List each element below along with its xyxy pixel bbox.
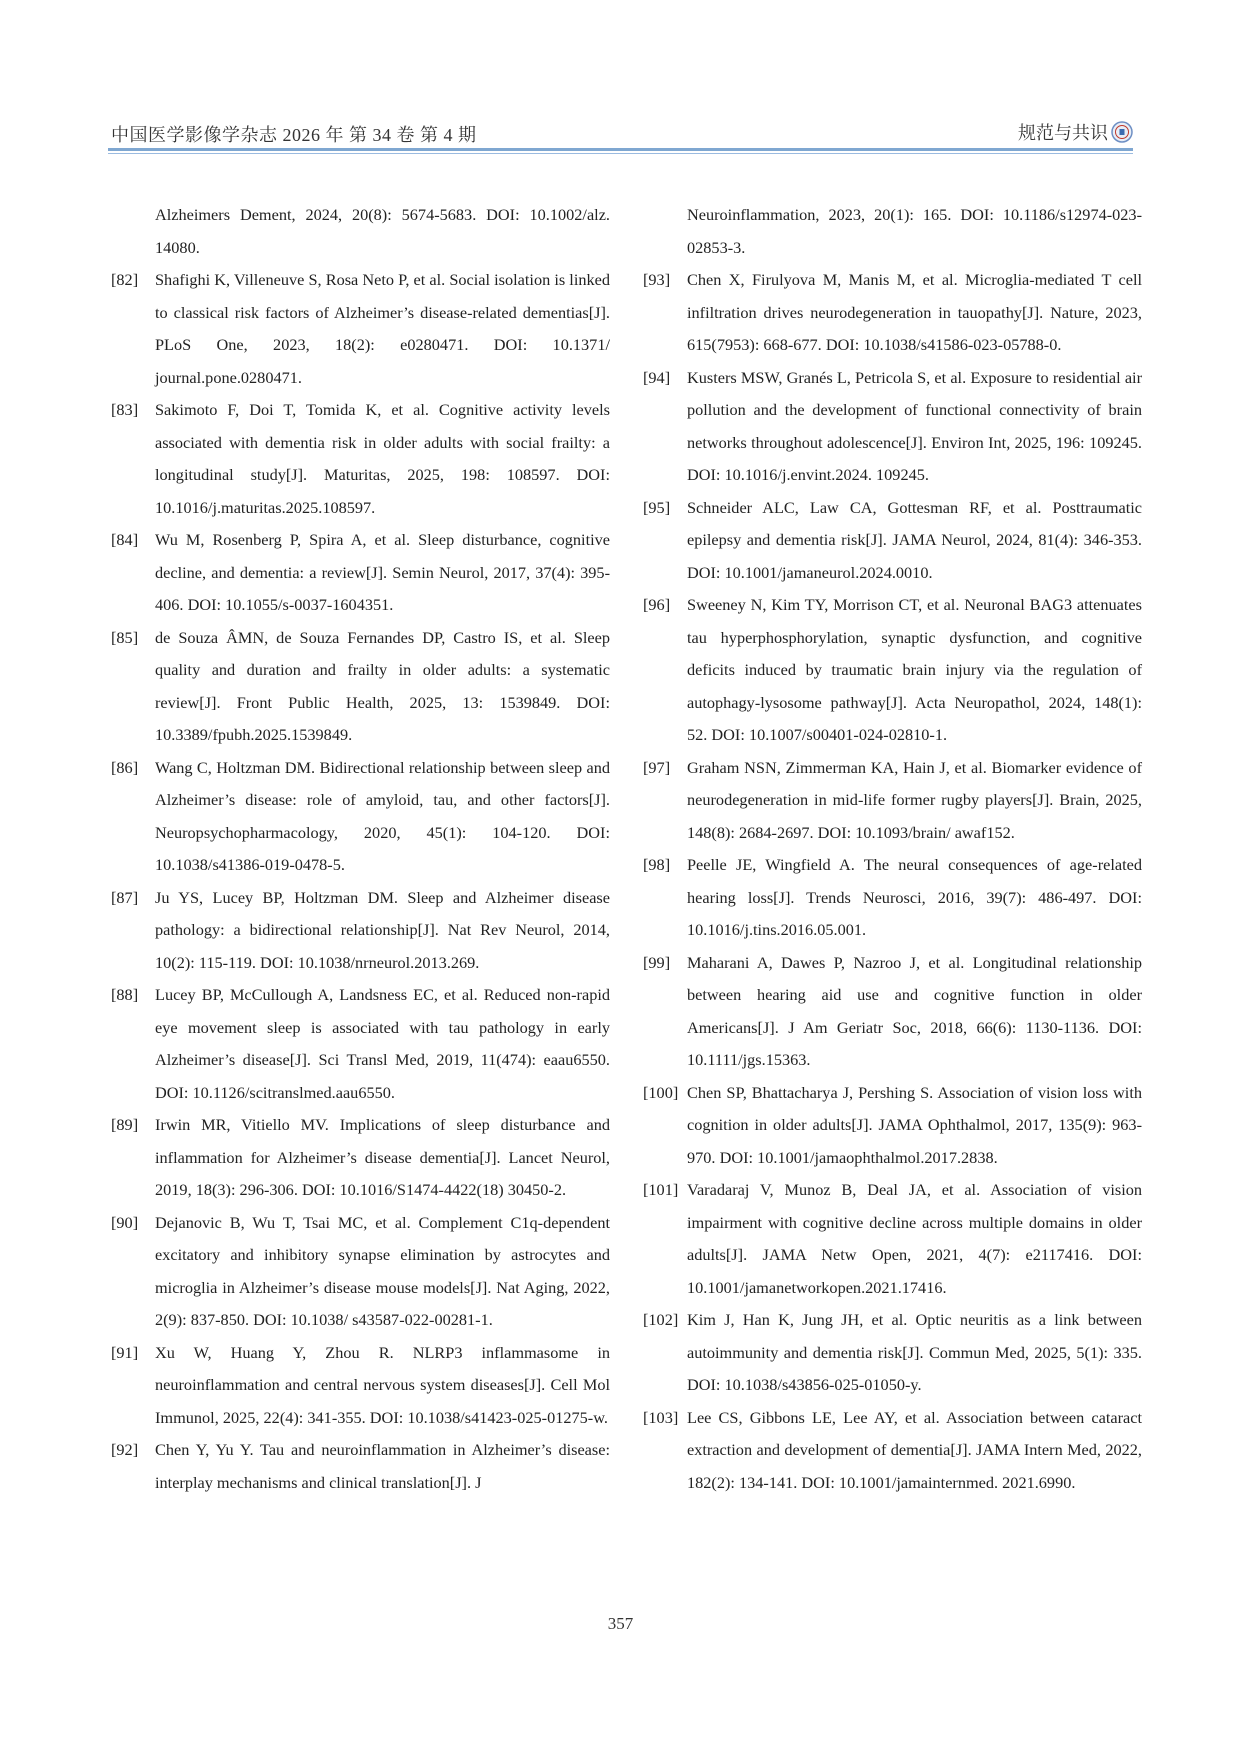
reference-text: Neuroinflammation, 2023, 20(1): 165. DOI: 10.1186/s12974-023-02853-3.: [687, 205, 1142, 257]
reference-number: [96]: [643, 595, 671, 614]
reference-item: [643, 1174, 1142, 1304]
reference-number: [92]: [111, 1440, 139, 1459]
reference-item: [111, 524, 610, 622]
reference-number: [86]: [111, 757, 139, 777]
reference-item: [643, 264, 1142, 362]
reference-item: [643, 362, 1142, 492]
reference-text: Schneider ALC, Law CA, Gottesman RF, et al. Posttraumatic epilepsy and dementia risk[J]. JAMA Neurol, 2024, 81(4): 346-353. DOI: 10.1001/jamaneurol.2024.0010.: [687, 497, 1142, 582]
reference-item: [111, 622, 610, 752]
reference-item: [111, 1207, 610, 1337]
reference-item: [111, 264, 610, 394]
reference-item: [111, 1109, 610, 1207]
reference-item: [643, 492, 1142, 590]
reference-text: Lucey BP, McCullough A, Landsness EC, et al. Reduced non-rapid eye movement sleep is associated with tau pathology in early Alzheimer’s disease[J]. Sci Transl Med, 2019, 11(474): eaau6550. DOI: 10.1126/scitranslmed.aau6550.: [155, 985, 610, 1102]
reference-number: [99]: [643, 952, 671, 972]
reference-text: Sweeney N, Kim TY, Morrison CT, et al. Neuronal BAG3 attenuates tau hyperphosphorylation, synaptic dysfunction, and cognitive deficits induced by traumatic brain injury via the regulation of autophagy-lysosome pathway[J]. Acta Neuropathol, 2024, 148(1): 52. DOI: 10.1007/s00401-024-02810-1.: [687, 595, 1142, 744]
reference-text: Alzheimers Dement, 2024, 20(8): 5674-5683. DOI: 10.1002/alz. 14080.: [155, 205, 610, 257]
reference-number: [90]: [111, 1212, 139, 1232]
references-left-column: [111, 199, 610, 1499]
reference-number: [95]: [643, 497, 671, 517]
reference-number: [83]: [111, 400, 139, 419]
reference-item: [111, 979, 610, 1109]
reference-text: Sakimoto F, Doi T, Tomida K, et al. Cognitive activity levels associated with dementia risk in older adults with social frailty: a longitudinal study[J]. Maturitas, 2025, 198: 108597. DOI: 10.1016/j.maturitas.2025.108597.: [155, 400, 610, 517]
reference-number: [82]: [111, 270, 139, 289]
reference-text: Chen SP, Bhattacharya J, Pershing S. Association of vision loss with cognition in older adults[J]. JAMA Ophthalmol, 2017, 135(9): 963-970. DOI: 10.1001/jamaophthalmol.2017.2838.: [687, 1082, 1142, 1167]
reference-text: Lee CS, Gibbons LE, Lee AY, et al. Association between cataract extraction and development of dementia[J]. JAMA Intern Med, 2022, 182(2): 134-141. DOI: 10.1001/jamainternmed. 2021.6990.: [687, 1407, 1142, 1492]
reference-text: Varadaraj V, Munoz B, Deal JA, et al. Association of vision impairment with cognitive decline across multiple domains in older adults[J]. JAMA Netw Open, 2021, 4(7): e2117416. DOI: 10.1001/jamanetworkopen.2021.17416.: [687, 1180, 1142, 1297]
reference-item: [643, 199, 1142, 264]
reference-number: [91]: [111, 1342, 139, 1362]
reference-number: [98]: [643, 855, 671, 874]
reference-number: [97]: [643, 757, 671, 777]
reference-text: de Souza ÂMN, de Souza Fernandes DP, Castro IS, et al. Sleep quality and duration and frailty in older adults: a systematic review[J]. Front Public Health, 2025, 13: 1539849. DOI: 10.3389/fpubh.2025.1539849.: [155, 627, 610, 744]
reference-item: [111, 1337, 610, 1435]
reference-item: [111, 1434, 610, 1499]
reference-text: Kim J, Han K, Jung JH, et al. Optic neuritis as a link between autoimmunity and dementia risk[J]. Commun Med, 2025, 5(1): 335. DOI: 10.1038/s43856-025-01050-y.: [687, 1310, 1142, 1394]
section-label-wrap: [1018, 119, 1133, 145]
reference-item: [111, 752, 610, 882]
reference-number: [100]: [643, 1082, 679, 1102]
reference-text: Graham NSN, Zimmerman KA, Hain J, et al. Biomarker evidence of neurodegeneration in mid-life former rugby players[J]. Brain, 2025, 148(8): 2684-2697. DOI: 10.1093/brain/ awaf152.: [687, 757, 1142, 842]
reference-number: [87]: [111, 887, 139, 907]
reference-item: [111, 394, 610, 524]
reference-item: [111, 882, 610, 980]
reference-number: [101]: [643, 1180, 679, 1199]
reference-text: Dejanovic B, Wu T, Tsai MC, et al. Complement C1q-dependent excitatory and inhibitory synapse elimination by astrocytes and microglia in Alzheimer’s disease mouse models[J]. Nat Aging, 2022, 2(9): 837-850. DOI: 10.1038/ s43587-022-00281-1.: [155, 1212, 610, 1329]
page-number: 357: [607, 1614, 634, 1633]
reference-number: [84]: [111, 530, 139, 549]
reference-number: [102]: [643, 1310, 679, 1329]
reference-text: Kusters MSW, Granés L, Petricola S, et al. Exposure to residential air pollution and the development of functional connectivity of brain networks throughout adolescence[J]. Environ Int, 2025, 196: 109245. DOI: 10.1016/j.envint.2024. 109245.: [687, 367, 1142, 484]
reference-item: [643, 752, 1142, 850]
reference-text: Wang C, Holtzman DM. Bidirectional relationship between sleep and Alzheimer’s disease: role of amyloid, tau, and other factors[J]. Neuropsychopharmacology, 2020, 45(1): 104-120. DOI: 10.1038/s41386-019-0478-5.: [155, 757, 610, 874]
reference-item: [111, 199, 610, 264]
reference-number: [88]: [111, 985, 139, 1004]
reference-text: Chen Y, Yu Y. Tau and neuroinflammation in Alzheimer’s disease: interplay mechanisms and clinical translation[J]. J: [155, 1440, 610, 1492]
reference-text: Xu W, Huang Y, Zhou R. NLRP3 inflammasome in neuroinflammation and central nervous system diseases[J]. Cell Mol Immunol, 2025, 22(4): 341-355. DOI: 10.1038/s41423-025-01275-w.: [155, 1342, 610, 1427]
reference-text: Maharani A, Dawes P, Nazroo J, et al. Longitudinal relationship between hearing aid use and cognitive function in older Americans[J]. J Am Geriatr Soc, 2018, 66(6): 1130-1136. DOI: 10.1111/jgs.15363.: [687, 952, 1142, 1069]
journal-seal-icon: [1111, 121, 1133, 143]
reference-text: Shafighi K, Villeneuve S, Rosa Neto P, et al. Social isolation is linked to classical risk factors of Alzheimer’s disease-related dementias[J]. PLoS One, 2023, 18(2): e0280471. DOI: 10.1371/ journal.pone.0280471.: [155, 270, 610, 387]
journal-title: 中国医学影像学杂志 2026 年 第 34 卷 第 4 期: [111, 125, 477, 145]
header-rule-thin: [108, 153, 1133, 154]
section-label: 规范与共识: [1018, 123, 1108, 143]
reference-item: [643, 1077, 1142, 1175]
reference-item: [643, 589, 1142, 752]
reference-text: Ju YS, Lucey BP, Holtzman DM. Sleep and Alzheimer disease pathology: a bidirectional relationship[J]. Nat Rev Neurol, 2014, 10(2): 115-119. DOI: 10.1038/nrneurol.2013.269.: [155, 887, 610, 972]
reference-item: [643, 1304, 1142, 1402]
references-right-column: [643, 199, 1142, 1499]
reference-number: [103]: [643, 1407, 679, 1427]
reference-text: Chen X, Firulyova M, Manis M, et al. Microglia-mediated T cell infiltration drives neurodegeneration in tauopathy[J]. Nature, 2023, 615(7953): 668-677. DOI: 10.1038/s41586-023-05788-0.: [687, 270, 1142, 354]
reference-item: [643, 1402, 1142, 1500]
reference-number: [94]: [643, 367, 671, 387]
reference-item: [643, 849, 1142, 947]
header-rule: [108, 148, 1133, 151]
reference-item: [643, 947, 1142, 1077]
reference-text: Wu M, Rosenberg P, Spira A, et al. Sleep disturbance, cognitive decline, and dementia: a review[J]. Semin Neurol, 2017, 37(4): 395-406. DOI: 10.1055/s-0037-1604351.: [155, 530, 610, 614]
reference-number: [89]: [111, 1115, 139, 1134]
reference-number: [93]: [643, 270, 671, 289]
reference-text: Irwin MR, Vitiello MV. Implications of sleep disturbance and inflammation for Alzheimer’s disease dementia[J]. Lancet Neurol, 2019, 18(3): 296-306. DOI: 10.1016/S1474-4422(18) 30450-2.: [155, 1115, 610, 1199]
reference-number: [85]: [111, 627, 139, 647]
reference-text: Peelle JE, Wingfield A. The neural consequences of age-related hearing loss[J]. Trends Neurosci, 2016, 39(7): 486-497. DOI: 10.1016/j.tins.2016.05.001.: [687, 855, 1142, 939]
